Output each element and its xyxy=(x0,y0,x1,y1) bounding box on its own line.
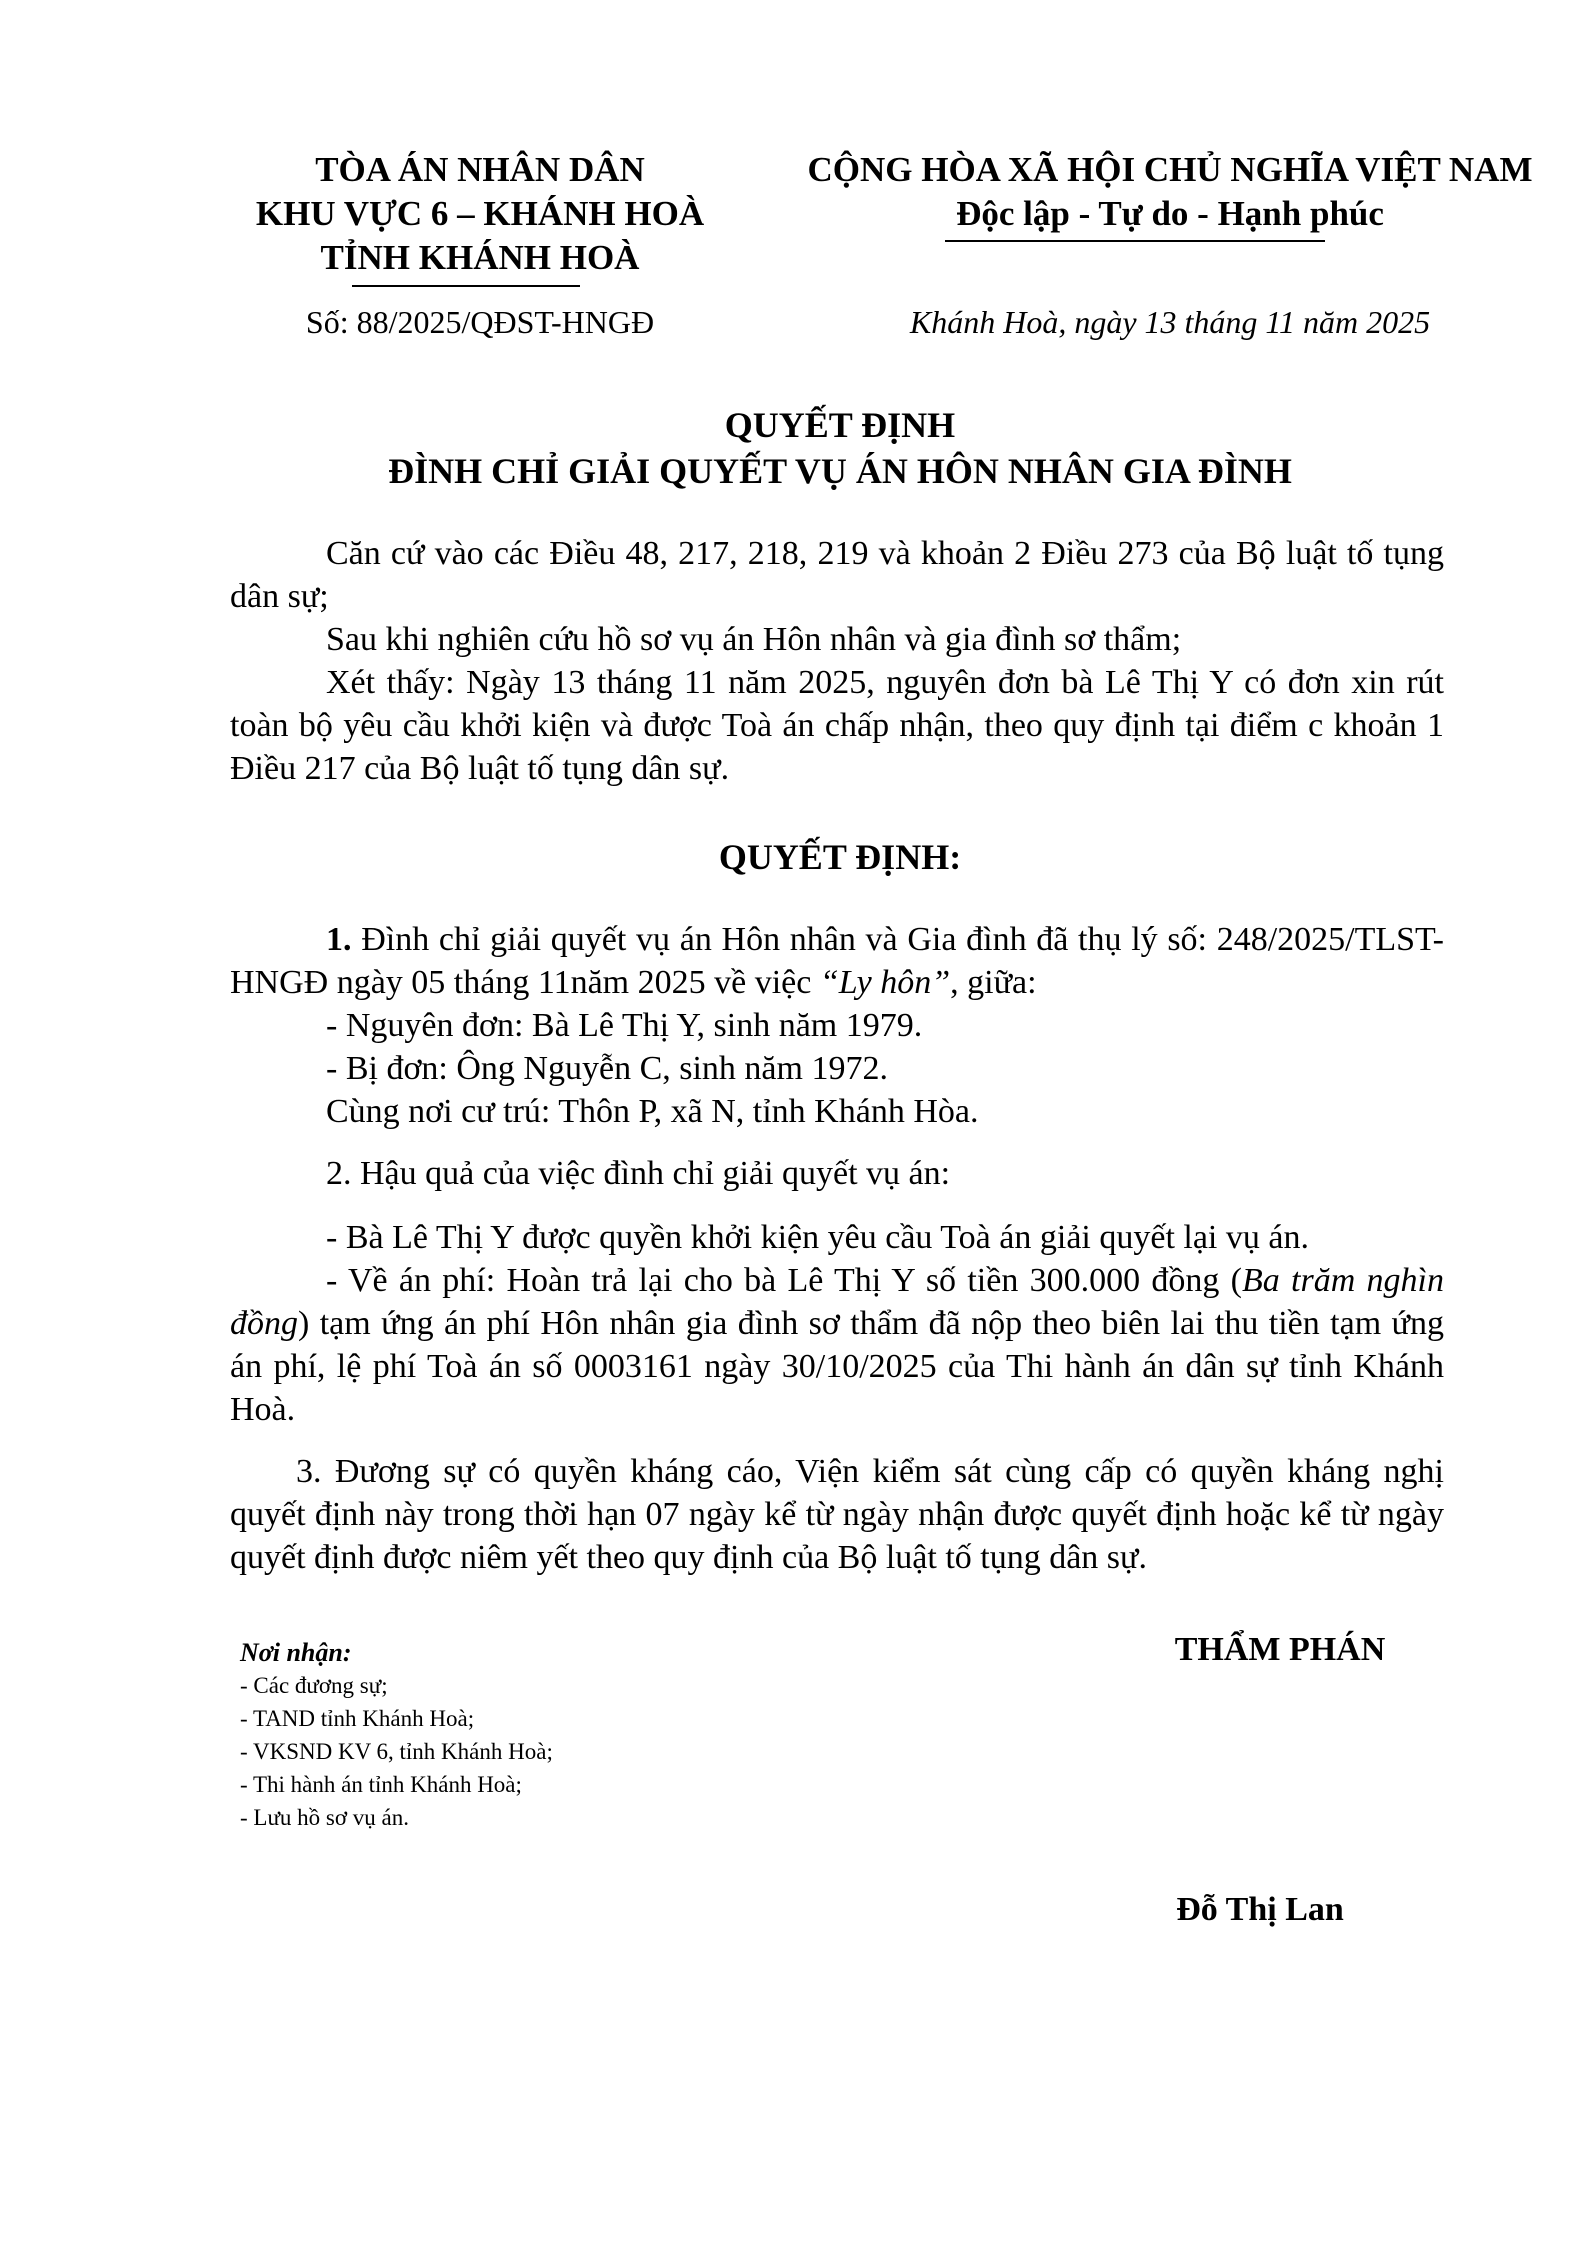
fee-text-tail: ) tạm ứng án phí Hôn nhân gia đình sơ thẩm đã nộp theo biên lai thu tiền tạm ứng án phí, lệ phí Toà án số 0003161 ngày 30/10/2025 của Thi hành án dân sự tỉnh Khánh Hoà. xyxy=(230,1305,1444,1428)
recipient-item: - Thi hành án tỉnh Khánh Hoà; xyxy=(240,1772,522,1797)
recipient-item: - TAND tỉnh Khánh Hoà; xyxy=(240,1706,475,1731)
case-type: “Ly hôn” xyxy=(819,964,951,1001)
title-line2: ĐÌNH CHỈ GIẢI QUYẾT VỤ ÁN HÔN NHÂN GIA ĐÌNH xyxy=(388,451,1292,491)
national-motto: Độc lập - Tự do - Hạnh phúc xyxy=(956,194,1384,233)
item1-number: 1. xyxy=(326,921,352,958)
fee-text: - Về án phí: Hoàn trả lại cho bà Lê Thị Y số tiền 300.000 đồng ( xyxy=(326,1262,1242,1299)
signer-name: Đỗ Thị Lan xyxy=(1176,1891,1344,1928)
nation-name: CỘNG HÒA XÃ HỘI CHỦ NGHĨA VIỆT NAM xyxy=(807,150,1533,189)
legal-basis: Căn cứ vào các Điều 48, 217, 218, 219 và khoản 2 Điều 273 của Bộ luật tố tụng dân sự; xyxy=(230,535,1444,615)
recipient-item: - Lưu hồ sơ vụ án. xyxy=(240,1805,409,1830)
court-name-line2: KHU VỰC 6 – KHÁNH HOÀ xyxy=(255,194,705,233)
item1-body: Đình chỉ giải quyết vụ án Hôn nhân và Gia đình đã thụ lý số: 248/2025/TLST-HNGĐ ngày 05 tháng 11năm 2025 về việc xyxy=(230,921,1445,1001)
defendant: - Bị đơn: Ông Nguyễn C, sinh năm 1972. xyxy=(326,1050,888,1087)
appeal-rights: 3. Đương sự có quyền kháng cáo, Viện kiểm sát cùng cấp có quyền kháng nghị quyết định này trong thời hạn 07 ngày kể từ ngày nhận được quyết định hoặc kể từ ngày quyết định được niêm yết theo quy định của Bộ luật tố tụng dân sự. xyxy=(230,1453,1444,1576)
court-header-divider xyxy=(352,285,580,287)
court-fee xyxy=(230,1259,1444,1431)
court-name-line3: TỈNH KHÁNH HOÀ xyxy=(320,238,640,277)
item1-tail: , giữa: xyxy=(950,964,1037,1001)
document-number: Số: 88/2025/QĐST-HNGĐ xyxy=(305,304,655,340)
document-title xyxy=(240,402,1440,494)
right-to-resue: - Bà Lê Thị Y được quyền khởi kiện yêu cầu Toà án giải quyết lại vụ án. xyxy=(326,1219,1309,1256)
recipients-block xyxy=(240,1636,760,1834)
court-header xyxy=(200,148,760,280)
title-line1: QUYẾT ĐỊNH xyxy=(724,405,956,445)
decision-item-3 xyxy=(230,1450,1444,1579)
court-name-line1: TÒA ÁN NHÂN DÂN xyxy=(315,150,645,189)
place-date: Khánh Hoà, ngày 13 tháng 11 năm 2025 xyxy=(909,304,1431,340)
finding: Xét thấy: Ngày 13 tháng 11 năm 2025, nguyên đơn bà Lê Thị Y có đơn xin rút toàn bộ yêu cầu khởi kiện và được Toà án chấp nhận, theo quy định tại điểm c khoản 1 Điều 217 của Bộ luật tố tụng dân sự. xyxy=(230,664,1444,787)
national-header xyxy=(790,148,1550,236)
plaintiff: - Nguyên đơn: Bà Lê Thị Y, sinh năm 1979. xyxy=(326,1007,923,1044)
fee-in-words: Ba trăm nghìn đồng xyxy=(230,1262,1444,1342)
signer-title: THẨM PHÁN xyxy=(1174,1631,1386,1668)
motto-underline xyxy=(945,240,1325,242)
recipient-item: - VKSND KV 6, tỉnh Khánh Hoà; xyxy=(240,1739,553,1764)
residence: Cùng nơi cư trú: Thôn P, xã N, tỉnh Khánh Hòa. xyxy=(326,1093,979,1130)
recipients-label: Nơi nhận: xyxy=(240,1638,352,1667)
item2-heading: 2. Hậu quả của việc đình chỉ giải quyết vụ án: xyxy=(326,1155,951,1192)
decision-item-2 xyxy=(230,1152,1444,1431)
case-review: Sau khi nghiên cứu hồ sơ vụ án Hôn nhân và gia đình sơ thẩm; xyxy=(326,621,1182,658)
preamble xyxy=(230,532,1444,790)
item1-text xyxy=(230,918,1444,1004)
recipient-item: - Các đương sự; xyxy=(240,1673,388,1698)
decision-heading: QUYẾT ĐỊNH: xyxy=(718,837,962,877)
decision-item-1 xyxy=(230,918,1444,1133)
